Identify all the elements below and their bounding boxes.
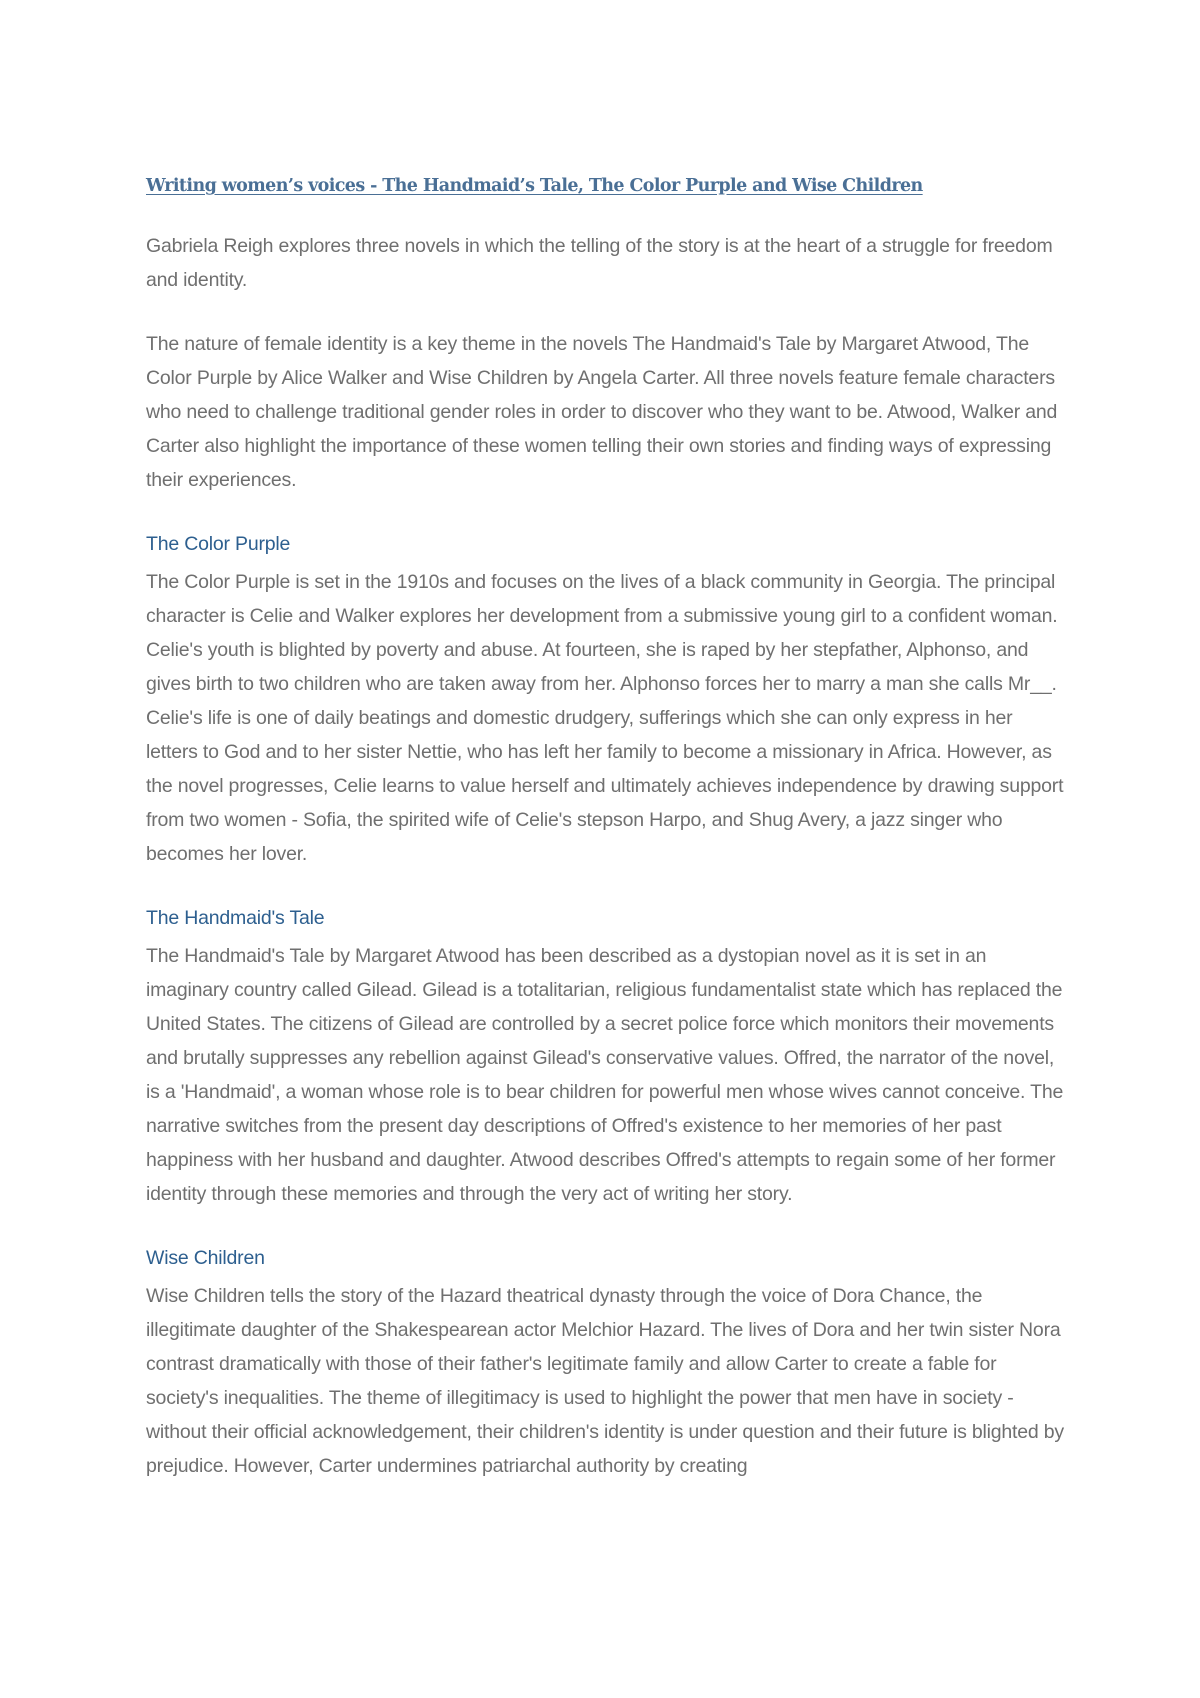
section-body-color-purple: The Color Purple is set in the 1910s and focuses on the lives of a black community in Georgia. The principal character is Celie and Walker explores her development from a submissive young girl to a confident woman. Celie's youth is blighted by poverty and abuse. At fourteen, she is raped by her stepfather, Alphonso, and gives birth to two children who are taken away from her. Alphonso forces her to marry a man she calls Mr__. Celie's life is one of daily beatings and domestic drudgery, sufferings which she can only express in her letters to God and to her sister Nettie, who has left her family to become a missionary in Africa. However, as the novel progresses, Celie learns to value herself and ultimately achieves independence by drawing support from two women - Sofia, the spirited wife of Celie's stepson Harpo, and Shug Avery, a jazz singer who becomes her lover.: [146, 571, 1064, 865]
document-page: [146, 176, 1064, 1513]
intro-paragraph: The nature of female identity is a key theme in the novels The Handmaid's Tale by Margaret Atwood, The Color Purple by Alice Walker and Wise Children by Angela Carter. All three novels feature female characters who need to challenge traditional gender roles in order to discover who they want to be. Atwood, Walker and Carter also highlight the importance of these women telling their own stories and finding ways of expressing their experiences.: [146, 333, 1058, 491]
section-body-handmaids-tale: The Handmaid's Tale by Margaret Atwood has been described as a dystopian novel as it is set in an imaginary country called Gilead. Gilead is a totalitarian, religious fundamentalist state which has replaced the United States. The citizens of Gilead are controlled by a secret police force which monitors their movements and brutally suppresses any rebellion against Gilead's conservative values. Offred, the narrator of the novel, is a 'Handmaid', a woman whose role is to bear children for powerful men whose wives cannot conceive. The narrative switches from the present day descriptions of Offred's existence to her memories of her past happiness with her husband and daughter. Atwood describes Offred's attempts to regain some of her former identity through these memories and through the very act of writing her story.: [146, 945, 1064, 1205]
section-heading-handmaids-tale: The Handmaid's Tale: [146, 907, 325, 929]
section-heading-wise-children: Wise Children: [146, 1247, 265, 1269]
section-body-wise-children: Wise Children tells the story of the Hazard theatrical dynasty through the voice of Dora Chance, the illegitimate daughter of the Shakespearean actor Melchior Hazard. The lives of Dora and her twin sister Nora contrast dramatically with those of their father's legitimate family and allow Carter to create a fable for society's inequalities. The theme of illegitimacy is used to highlight the power that men have in society - without their official acknowledgement, their children's identity is under question and their future is blighted by prejudice. However, Carter undermines patriarchal authority by creating: [146, 1285, 1064, 1477]
section-heading-color-purple: The Color Purple: [146, 533, 291, 555]
document-title[interactable]: Writing women’s voices - The Handmaid’s Tale, The Color Purple and Wise Children: [146, 176, 923, 196]
lead-paragraph: Gabriela Reigh explores three novels in which the telling of the story is at the heart of a struggle for freedom and identity.: [146, 235, 1053, 291]
